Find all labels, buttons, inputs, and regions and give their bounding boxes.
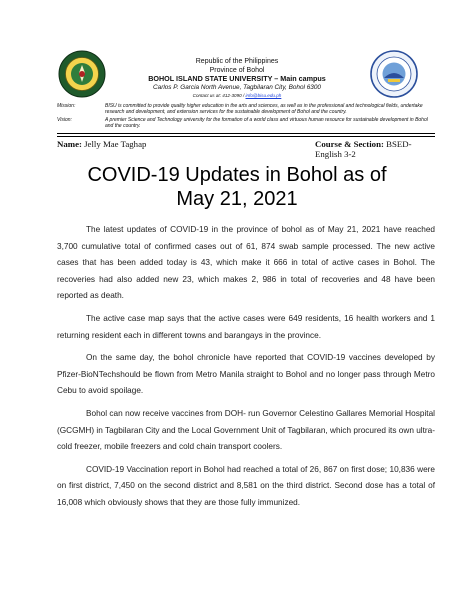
course-section xyxy=(315,139,435,159)
vision-text: A premier Science and Technology university for the formation of a world class and virtuous human resource for sustainable development in Bohol and the country. xyxy=(105,117,428,130)
document-title xyxy=(60,163,414,211)
student-info-row xyxy=(57,139,435,159)
article-body xyxy=(57,222,435,518)
letterhead xyxy=(110,58,364,99)
mission-label: Mission: xyxy=(57,103,76,109)
header-divider-thin xyxy=(57,136,435,137)
contact-line xyxy=(110,92,364,99)
bisu-seal-logo xyxy=(58,50,106,98)
paragraph-vaccine-storage: Bohol can now receive vaccines from DOH- run Governor Celestino Gallares Memorial Hospital (GCGMH) in Tagbilaran City and the Local Government Unit of Tagbilaran, which procured its own ultra-cold freezer, mobile freezers and cold chain transport coolers. xyxy=(57,408,435,452)
name-value: Jelly Mae Taghap xyxy=(84,139,147,149)
name-label: Name: xyxy=(57,139,82,149)
student-name xyxy=(57,139,146,149)
title-line-1: COVID-19 Updates in Bohol as of xyxy=(87,164,387,186)
province-line: Province of Bohol xyxy=(209,66,265,74)
paragraph-vaccine-delivery: On the same day, the bohol chronicle have reported that COVID-19 vaccines developed by Pfizer-BioNTechshould be flown from Metro Manila straight to Bohol and no longer pass through Metro Cebu to avoid spoilage. xyxy=(57,353,435,396)
university-name: BOHOL ISLAND STATE UNIVERSITY – Main campus xyxy=(148,74,326,84)
course-value: BSED-English 3-2 xyxy=(315,139,412,159)
mission-text: BISU is committed to provide quality higher education in the arts and sciences, as well as in the professional and technological fields, undertake research and development, and extension services for the sustainable development of Bohol and the country. xyxy=(105,103,423,116)
paragraph-active-map: The active case map says that the active cases were 649 residents, 16 health workers and 1 returning resident each in different towns and barangays in the province. xyxy=(57,313,435,340)
header-divider xyxy=(57,133,435,134)
republic-line: Republic of the Philippines xyxy=(195,58,279,65)
university-address: Carlos P. Garcia North Avenue, Tagbilaran City, Bohol 6300 xyxy=(153,83,321,91)
college-seal-logo xyxy=(370,50,418,98)
paragraph-vaccination-report: COVID-19 Vaccination report in Bohol had reached a total of 26, 867 on first dose; 10,836 were on first district, 7,450 on the second district and 8,581 on the third district. Second dose has a total of 16,008 which obviously shows that they are those fully immunized. xyxy=(57,464,435,507)
title-line-2: May 21, 2021 xyxy=(176,188,298,210)
contact-prefix: Contact us at: 412-3090 / xyxy=(192,93,245,99)
course-label: Course & Section: xyxy=(315,139,384,149)
contact-email-link[interactable]: info@bisu.edu.ph xyxy=(245,93,282,99)
paragraph-cases: The latest updates of COVID-19 in the province of bohol as of May 21, 2021 have reached 3,700 cumulative total of confirmed cases out of 61, 874 swab sample processed. The new active cases that has been added today is 43, which make it 666 in total of active cases in Bohol. The recoveries had also added new 23, which makes 2, 986 in total of recoveries and 48 have been reported as death. xyxy=(57,225,435,301)
vision-label: Vision: xyxy=(57,117,72,123)
